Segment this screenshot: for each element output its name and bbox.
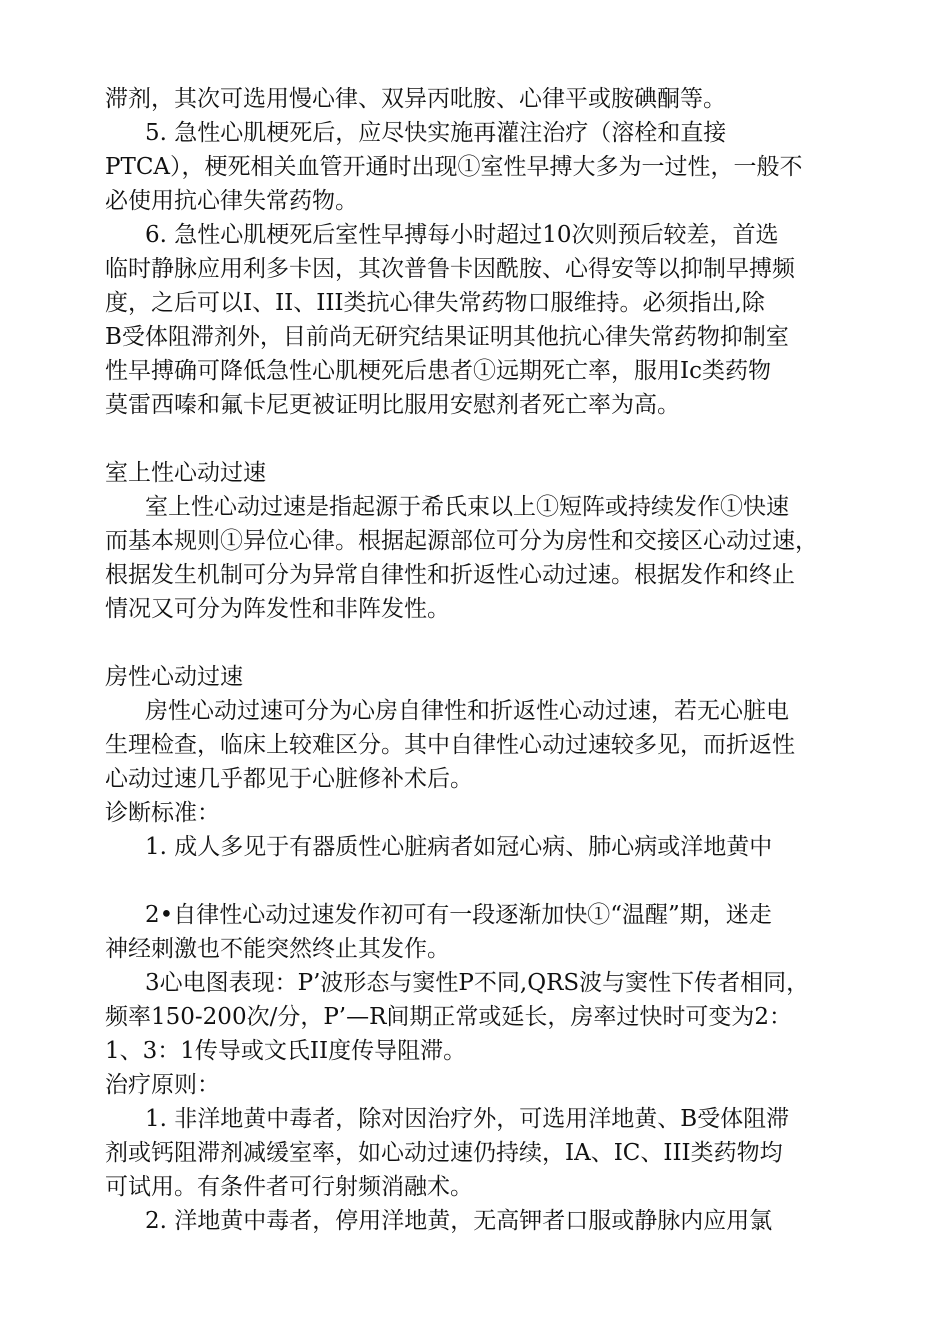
subheading-treatment: 治疗原则： (105, 1072, 220, 1098)
section-body-atrial-tachycardia: 房性心动过速可分为心房自律性和折返性心动过速，若无心脏电 生理检查，临床上较难区分。其中自律性心动过速较多见，而折返性 心动过速几乎都见于心脏修补术后。 (105, 698, 795, 792)
treatment-item-2: 2. 洋地黄中毒者，停用洋地黄，无高钾者口服或静脉内应用氯 (145, 1208, 773, 1234)
section-body-svt: 室上性心动过速是指起源于希氏束以上①短阵或持续发作①快速 而基本规则①异位心律。根据起源部位可分为房性和交接区心动过速， 根据发生机制可分为异常自律性和折返性心动过速。根据发作和终止 情况又可分为阵发性和非阵发性。 (105, 494, 818, 622)
treatment-item-1: 1. 非洋地黄中毒者，除对因治疗外，可选用洋地黄、B受体阻滞 剂或钙阻滞剂减缓室率，如心动过速仍持续，IA、IC、III类药物均 可试用。有条件者可行射频消融术。 (105, 1106, 790, 1200)
subheading-diagnosis: 诊断标准： (105, 800, 220, 826)
list-item-6: 6. 急性心肌梗死后室性早搏每小时超过10次则预后较差，首选 临时静脉应用利多卡因，其次普鲁卡因酰胺、心得安等以抑制早搏频 度，之后可以I、II、III类抗心律失常药物口服维持。必须指出,除 B受体阻滞剂外，目前尚无研究结果证明其他抗心律失常药物抑制室 性早搏确可降低急性心肌梗死后患者①远期死亡率，服用Ic类药物 莫雷西嗪和氟卡尼更被证明比服用安慰剂者死亡率为高。 (105, 222, 795, 418)
section-spacer (105, 626, 885, 660)
document-body (105, 82, 885, 1238)
diagnosis-item-2: 2•自律性心动过速发作初可有一段逐渐加快①“温醒”期，迷走 神经刺激也不能突然终止其发作。 (105, 902, 772, 962)
diagnosis-item-1: 1. 成人多见于有器质性心脏病者如冠心病、肺心病或洋地黄中 (145, 834, 773, 860)
section-title-svt: 室上性心动过速 (105, 460, 266, 486)
paragraph-continuation: 滞剂，其次可选用慢心律、双异丙吡胺、心律平或胺碘酮等。 (105, 86, 726, 112)
list-item-5: 5. 急性心肌梗死后，应尽快实施再灌注治疗（溶栓和直接 PTCA），梗死相关血管开通时出现①室性早搏大多为一过性，一般不 必使用抗心律失常药物。 (105, 120, 803, 214)
section-spacer (105, 422, 885, 456)
section-title-atrial-tachycardia: 房性心动过速 (105, 664, 243, 690)
blank-line (105, 864, 885, 898)
diagnosis-item-3: 3心电图表现：P’波形态与窦性P不同,QRS波与窦性下传者相同， 频率150-200次/分，P’—R间期正常或延长，房率过快时可变为2： 1、3：1传导或文氏II度传导阻滞。 (105, 970, 810, 1064)
